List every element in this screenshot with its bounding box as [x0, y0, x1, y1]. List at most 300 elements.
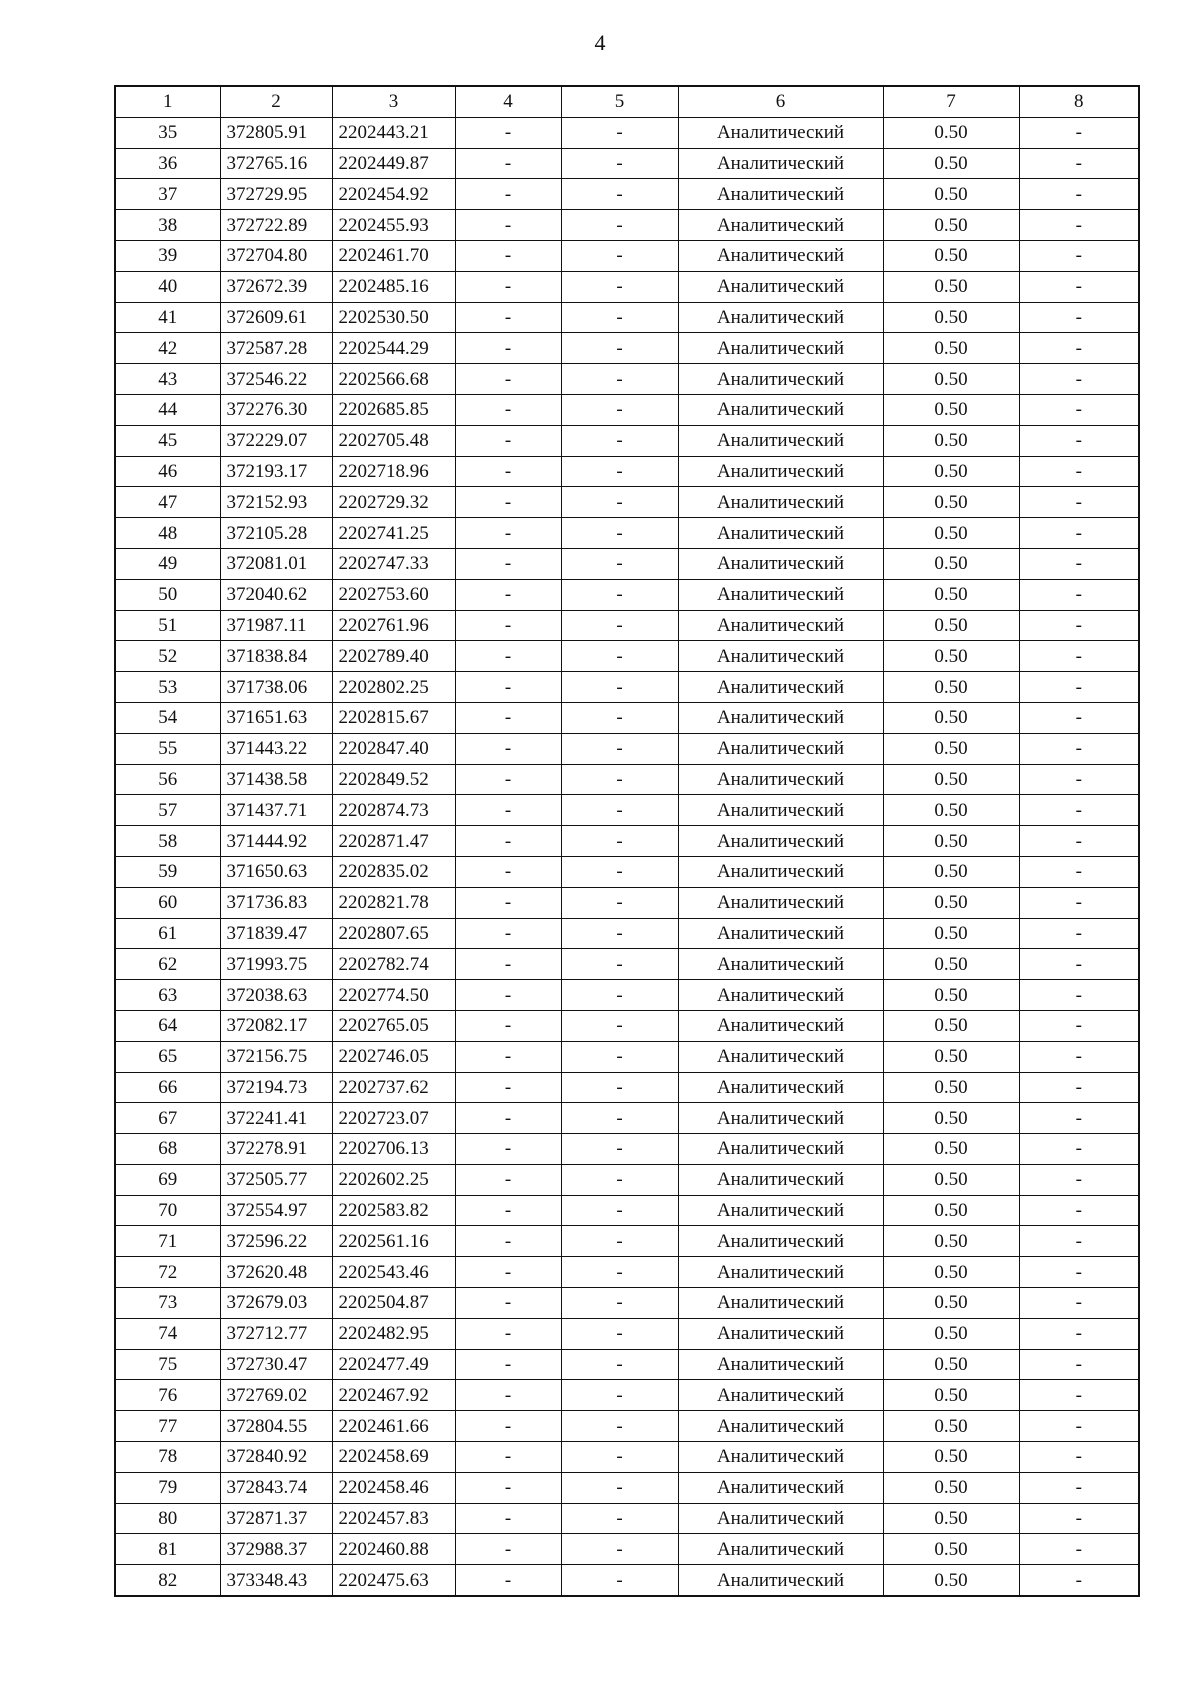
column-8-value: - [1019, 1411, 1139, 1442]
table-row [115, 610, 1139, 641]
column-header: 4 [455, 86, 561, 117]
point-number: 45 [115, 425, 220, 456]
column-4-value: - [455, 1380, 561, 1411]
accuracy-value: 0.50 [883, 733, 1019, 764]
column-4-value: - [455, 826, 561, 857]
point-number: 73 [115, 1288, 220, 1319]
coordinate-y: 2202847.40 [332, 733, 455, 764]
coordinate-y: 2202789.40 [332, 641, 455, 672]
coordinate-y: 2202874.73 [332, 795, 455, 826]
table-row [115, 1195, 1139, 1226]
table-row [115, 179, 1139, 210]
coordinate-y: 2202835.02 [332, 856, 455, 887]
accuracy-value: 0.50 [883, 302, 1019, 333]
method-value: Аналитический [678, 610, 883, 641]
accuracy-value: 0.50 [883, 487, 1019, 518]
table-row [115, 364, 1139, 395]
coordinate-x: 371443.22 [220, 733, 332, 764]
method-value: Аналитический [678, 887, 883, 918]
point-number: 51 [115, 610, 220, 641]
column-5-value: - [561, 425, 678, 456]
column-4-value: - [455, 117, 561, 148]
accuracy-value: 0.50 [883, 672, 1019, 703]
accuracy-value: 0.50 [883, 148, 1019, 179]
accuracy-value: 0.50 [883, 179, 1019, 210]
table-row [115, 887, 1139, 918]
coordinate-x: 372278.91 [220, 1134, 332, 1165]
coordinate-x: 372765.16 [220, 148, 332, 179]
accuracy-value: 0.50 [883, 117, 1019, 148]
column-5-value: - [561, 1349, 678, 1380]
method-value: Аналитический [678, 179, 883, 210]
column-4-value: - [455, 641, 561, 672]
coordinate-y: 2202602.25 [332, 1164, 455, 1195]
method-value: Аналитический [678, 856, 883, 887]
coordinate-x: 372712.77 [220, 1318, 332, 1349]
column-8-value: - [1019, 333, 1139, 364]
column-5-value: - [561, 117, 678, 148]
column-5-value: - [561, 980, 678, 1011]
coordinate-y: 2202718.96 [332, 456, 455, 487]
coordinate-y: 2202753.60 [332, 579, 455, 610]
column-8-value: - [1019, 1534, 1139, 1565]
point-number: 67 [115, 1103, 220, 1134]
column-8-value: - [1019, 1103, 1139, 1134]
accuracy-value: 0.50 [883, 1164, 1019, 1195]
column-5-value: - [561, 364, 678, 395]
column-8-value: - [1019, 949, 1139, 980]
point-number: 76 [115, 1380, 220, 1411]
column-8-value: - [1019, 918, 1139, 949]
coordinates-table [114, 85, 1140, 1597]
point-number: 78 [115, 1442, 220, 1473]
point-number: 46 [115, 456, 220, 487]
accuracy-value: 0.50 [883, 1565, 1019, 1596]
coordinate-y: 2202705.48 [332, 425, 455, 456]
point-number: 55 [115, 733, 220, 764]
method-value: Аналитический [678, 1565, 883, 1596]
point-number: 70 [115, 1195, 220, 1226]
method-value: Аналитический [678, 1349, 883, 1380]
point-number: 52 [115, 641, 220, 672]
point-number: 57 [115, 795, 220, 826]
method-value: Аналитический [678, 1472, 883, 1503]
column-4-value: - [455, 210, 561, 241]
coordinate-y: 2202782.74 [332, 949, 455, 980]
coordinate-y: 2202774.50 [332, 980, 455, 1011]
column-8-value: - [1019, 148, 1139, 179]
table-row [115, 1565, 1139, 1596]
coordinate-x: 372672.39 [220, 271, 332, 302]
accuracy-value: 0.50 [883, 949, 1019, 980]
table-row [115, 425, 1139, 456]
column-8-value: - [1019, 210, 1139, 241]
point-number: 50 [115, 579, 220, 610]
coordinate-y: 2202458.69 [332, 1442, 455, 1473]
point-number: 80 [115, 1503, 220, 1534]
column-8-value: - [1019, 456, 1139, 487]
column-4-value: - [455, 1288, 561, 1319]
coordinate-x: 372730.47 [220, 1349, 332, 1380]
column-4-value: - [455, 1534, 561, 1565]
coordinate-y: 2202449.87 [332, 148, 455, 179]
table-row [115, 456, 1139, 487]
coordinate-x: 372156.75 [220, 1041, 332, 1072]
accuracy-value: 0.50 [883, 610, 1019, 641]
accuracy-value: 0.50 [883, 425, 1019, 456]
point-number: 40 [115, 271, 220, 302]
method-value: Аналитический [678, 487, 883, 518]
column-4-value: - [455, 1164, 561, 1195]
method-value: Аналитический [678, 1411, 883, 1442]
column-8-value: - [1019, 302, 1139, 333]
point-number: 35 [115, 117, 220, 148]
point-number: 79 [115, 1472, 220, 1503]
table-row [115, 1534, 1139, 1565]
column-5-value: - [561, 302, 678, 333]
column-8-value: - [1019, 980, 1139, 1011]
point-number: 69 [115, 1164, 220, 1195]
method-value: Аналитический [678, 764, 883, 795]
column-4-value: - [455, 548, 561, 579]
column-5-value: - [561, 1472, 678, 1503]
column-5-value: - [561, 210, 678, 241]
method-value: Аналитический [678, 1318, 883, 1349]
table-row [115, 1318, 1139, 1349]
column-5-value: - [561, 1565, 678, 1596]
column-5-value: - [561, 518, 678, 549]
point-number: 59 [115, 856, 220, 887]
table-row [115, 210, 1139, 241]
column-4-value: - [455, 1349, 561, 1380]
coordinate-y: 2202802.25 [332, 672, 455, 703]
coordinate-y: 2202729.32 [332, 487, 455, 518]
point-number: 38 [115, 210, 220, 241]
method-value: Аналитический [678, 364, 883, 395]
page-number: 4 [594, 30, 606, 55]
column-5-value: - [561, 1072, 678, 1103]
coordinate-y: 2202685.85 [332, 394, 455, 425]
method-value: Аналитический [678, 579, 883, 610]
column-8-value: - [1019, 271, 1139, 302]
accuracy-value: 0.50 [883, 764, 1019, 795]
accuracy-value: 0.50 [883, 1195, 1019, 1226]
column-4-value: - [455, 1195, 561, 1226]
point-number: 36 [115, 148, 220, 179]
column-4-value: - [455, 518, 561, 549]
column-8-value: - [1019, 1442, 1139, 1473]
column-4-value: - [455, 1010, 561, 1041]
point-number: 64 [115, 1010, 220, 1041]
column-4-value: - [455, 764, 561, 795]
table-row [115, 826, 1139, 857]
method-value: Аналитический [678, 117, 883, 148]
table-row [115, 579, 1139, 610]
column-5-value: - [561, 764, 678, 795]
table-body [115, 117, 1139, 1596]
table-row [115, 1503, 1139, 1534]
column-4-value: - [455, 918, 561, 949]
coordinate-x: 372229.07 [220, 425, 332, 456]
column-4-value: - [455, 795, 561, 826]
table-row [115, 1349, 1139, 1380]
point-number: 39 [115, 240, 220, 271]
accuracy-value: 0.50 [883, 856, 1019, 887]
coordinate-x: 372152.93 [220, 487, 332, 518]
column-5-value: - [561, 1041, 678, 1072]
column-4-value: - [455, 1103, 561, 1134]
coordinate-y: 2202461.70 [332, 240, 455, 271]
column-8-value: - [1019, 795, 1139, 826]
method-value: Аналитический [678, 672, 883, 703]
column-8-value: - [1019, 240, 1139, 271]
method-value: Аналитический [678, 795, 883, 826]
table-row [115, 856, 1139, 887]
column-8-value: - [1019, 826, 1139, 857]
point-number: 66 [115, 1072, 220, 1103]
column-5-value: - [561, 1164, 678, 1195]
table-row [115, 1380, 1139, 1411]
method-value: Аналитический [678, 456, 883, 487]
column-8-value: - [1019, 425, 1139, 456]
method-value: Аналитический [678, 1103, 883, 1134]
coordinate-x: 372840.92 [220, 1442, 332, 1473]
point-number: 77 [115, 1411, 220, 1442]
column-4-value: - [455, 1472, 561, 1503]
coordinate-y: 2202849.52 [332, 764, 455, 795]
column-4-value: - [455, 1257, 561, 1288]
point-number: 58 [115, 826, 220, 857]
coordinate-x: 372704.80 [220, 240, 332, 271]
column-8-value: - [1019, 117, 1139, 148]
coordinate-y: 2202815.67 [332, 702, 455, 733]
coordinate-y: 2202467.92 [332, 1380, 455, 1411]
point-number: 81 [115, 1534, 220, 1565]
coordinate-y: 2202475.63 [332, 1565, 455, 1596]
point-number: 43 [115, 364, 220, 395]
method-value: Аналитический [678, 1041, 883, 1072]
column-8-value: - [1019, 641, 1139, 672]
column-header: 2 [220, 86, 332, 117]
column-4-value: - [455, 1442, 561, 1473]
accuracy-value: 0.50 [883, 1226, 1019, 1257]
column-4-value: - [455, 672, 561, 703]
method-value: Аналитический [678, 980, 883, 1011]
column-5-value: - [561, 1442, 678, 1473]
coordinate-y: 2202761.96 [332, 610, 455, 641]
column-8-value: - [1019, 364, 1139, 395]
column-5-value: - [561, 1134, 678, 1165]
accuracy-value: 0.50 [883, 1257, 1019, 1288]
column-header: 6 [678, 86, 883, 117]
column-5-value: - [561, 1380, 678, 1411]
method-value: Аналитический [678, 733, 883, 764]
coordinate-x: 372596.22 [220, 1226, 332, 1257]
table-row [115, 548, 1139, 579]
coordinate-y: 2202737.62 [332, 1072, 455, 1103]
coordinate-x: 372081.01 [220, 548, 332, 579]
coordinate-y: 2202871.47 [332, 826, 455, 857]
coordinate-y: 2202747.33 [332, 548, 455, 579]
table-row [115, 795, 1139, 826]
coordinate-x: 372871.37 [220, 1503, 332, 1534]
column-4-value: - [455, 1318, 561, 1349]
point-number: 47 [115, 487, 220, 518]
coordinate-y: 2202485.16 [332, 271, 455, 302]
accuracy-value: 0.50 [883, 1442, 1019, 1473]
column-4-value: - [455, 980, 561, 1011]
table-row [115, 733, 1139, 764]
point-number: 56 [115, 764, 220, 795]
column-8-value: - [1019, 394, 1139, 425]
coordinate-y: 2202566.68 [332, 364, 455, 395]
coordinate-x: 372843.74 [220, 1472, 332, 1503]
point-number: 75 [115, 1349, 220, 1380]
table-row [115, 1226, 1139, 1257]
coordinate-x: 371438.58 [220, 764, 332, 795]
coordinate-y: 2202544.29 [332, 333, 455, 364]
accuracy-value: 0.50 [883, 887, 1019, 918]
method-value: Аналитический [678, 425, 883, 456]
column-4-value: - [455, 856, 561, 887]
column-5-value: - [561, 1226, 678, 1257]
point-number: 53 [115, 672, 220, 703]
column-5-value: - [561, 795, 678, 826]
coordinate-x: 371738.06 [220, 672, 332, 703]
column-8-value: - [1019, 733, 1139, 764]
point-number: 82 [115, 1565, 220, 1596]
table-row [115, 1072, 1139, 1103]
coordinate-x: 372722.89 [220, 210, 332, 241]
coordinate-x: 372546.22 [220, 364, 332, 395]
column-4-value: - [455, 333, 561, 364]
coordinate-y: 2202458.46 [332, 1472, 455, 1503]
column-5-value: - [561, 826, 678, 857]
coordinate-y: 2202723.07 [332, 1103, 455, 1134]
table-row [115, 117, 1139, 148]
column-4-value: - [455, 456, 561, 487]
point-number: 65 [115, 1041, 220, 1072]
column-5-value: - [561, 1288, 678, 1319]
column-5-value: - [561, 1503, 678, 1534]
table-header-row [115, 86, 1139, 117]
coordinate-x: 371987.11 [220, 610, 332, 641]
method-value: Аналитический [678, 1442, 883, 1473]
column-8-value: - [1019, 1134, 1139, 1165]
column-8-value: - [1019, 518, 1139, 549]
accuracy-value: 0.50 [883, 210, 1019, 241]
coordinate-x: 371993.75 [220, 949, 332, 980]
coordinate-y: 2202583.82 [332, 1195, 455, 1226]
column-8-value: - [1019, 1164, 1139, 1195]
column-5-value: - [561, 1534, 678, 1565]
point-number: 74 [115, 1318, 220, 1349]
column-5-value: - [561, 702, 678, 733]
method-value: Аналитический [678, 1288, 883, 1319]
column-5-value: - [561, 548, 678, 579]
column-header: 3 [332, 86, 455, 117]
table-row [115, 949, 1139, 980]
coordinate-y: 2202477.49 [332, 1349, 455, 1380]
column-header: 5 [561, 86, 678, 117]
accuracy-value: 0.50 [883, 240, 1019, 271]
column-5-value: - [561, 1195, 678, 1226]
column-5-value: - [561, 1257, 678, 1288]
column-4-value: - [455, 179, 561, 210]
coordinate-y: 2202461.66 [332, 1411, 455, 1442]
column-4-value: - [455, 1565, 561, 1596]
column-8-value: - [1019, 487, 1139, 518]
method-value: Аналитический [678, 1503, 883, 1534]
accuracy-value: 0.50 [883, 980, 1019, 1011]
column-4-value: - [455, 1134, 561, 1165]
coordinate-x: 372729.95 [220, 179, 332, 210]
accuracy-value: 0.50 [883, 1072, 1019, 1103]
point-number: 71 [115, 1226, 220, 1257]
column-8-value: - [1019, 548, 1139, 579]
accuracy-value: 0.50 [883, 1349, 1019, 1380]
column-8-value: - [1019, 887, 1139, 918]
coordinate-y: 2202454.92 [332, 179, 455, 210]
accuracy-value: 0.50 [883, 1380, 1019, 1411]
coordinate-y: 2202821.78 [332, 887, 455, 918]
coordinate-x: 372620.48 [220, 1257, 332, 1288]
coordinate-y: 2202504.87 [332, 1288, 455, 1319]
table-row [115, 1288, 1139, 1319]
method-value: Аналитический [678, 148, 883, 179]
table-row [115, 333, 1139, 364]
method-value: Аналитический [678, 518, 883, 549]
column-5-value: - [561, 1318, 678, 1349]
column-5-value: - [561, 179, 678, 210]
accuracy-value: 0.50 [883, 1534, 1019, 1565]
method-value: Аналитический [678, 949, 883, 980]
table-row [115, 641, 1139, 672]
accuracy-value: 0.50 [883, 271, 1019, 302]
point-number: 44 [115, 394, 220, 425]
column-4-value: - [455, 487, 561, 518]
column-4-value: - [455, 1072, 561, 1103]
table-row [115, 240, 1139, 271]
accuracy-value: 0.50 [883, 1134, 1019, 1165]
column-5-value: - [561, 487, 678, 518]
coordinate-x: 371444.92 [220, 826, 332, 857]
accuracy-value: 0.50 [883, 548, 1019, 579]
column-8-value: - [1019, 610, 1139, 641]
column-5-value: - [561, 240, 678, 271]
column-8-value: - [1019, 1472, 1139, 1503]
method-value: Аналитический [678, 1195, 883, 1226]
column-4-value: - [455, 579, 561, 610]
table-row [115, 764, 1139, 795]
column-4-value: - [455, 240, 561, 271]
column-4-value: - [455, 702, 561, 733]
method-value: Аналитический [678, 826, 883, 857]
column-8-value: - [1019, 1257, 1139, 1288]
coordinate-y: 2202807.65 [332, 918, 455, 949]
coordinate-y: 2202746.05 [332, 1041, 455, 1072]
column-5-value: - [561, 1010, 678, 1041]
point-number: 72 [115, 1257, 220, 1288]
column-4-value: - [455, 1411, 561, 1442]
method-value: Аналитический [678, 1226, 883, 1257]
method-value: Аналитический [678, 1257, 883, 1288]
coordinate-x: 372804.55 [220, 1411, 332, 1442]
accuracy-value: 0.50 [883, 394, 1019, 425]
table-row [115, 1103, 1139, 1134]
accuracy-value: 0.50 [883, 1103, 1019, 1134]
method-value: Аналитический [678, 1164, 883, 1195]
